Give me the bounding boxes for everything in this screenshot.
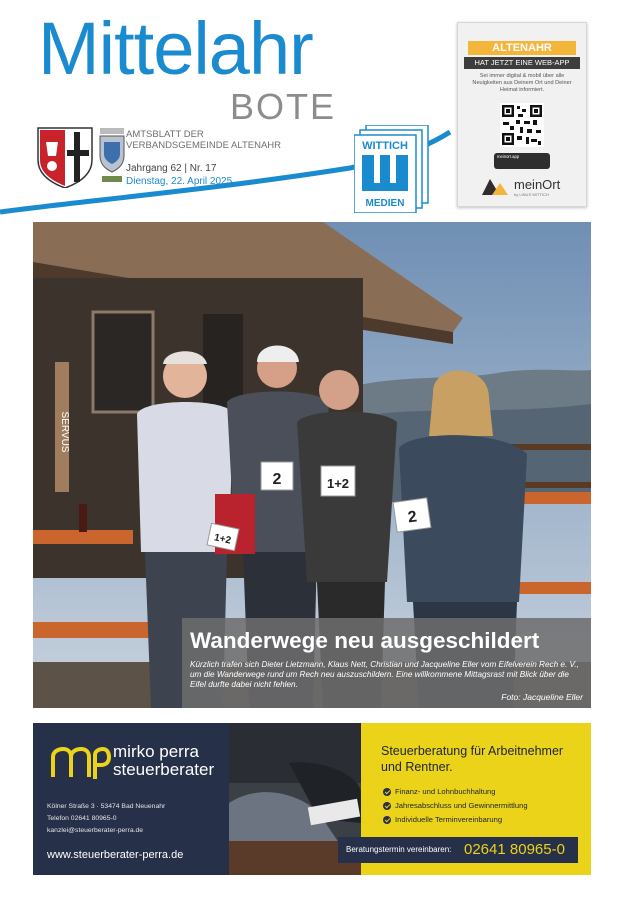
ad-cta-phone[interactable]: 02641 80965-0 bbox=[464, 841, 565, 858]
service-label: Finanz- und Lohnbuchhaltung bbox=[395, 787, 496, 796]
service-label: Individuelle Terminvereinbarung bbox=[395, 815, 503, 824]
number-card-1 bbox=[261, 462, 293, 490]
meinort-logo-icon bbox=[480, 175, 510, 197]
meinort-brand bbox=[480, 175, 580, 201]
tax-advisor-ad[interactable] bbox=[33, 723, 591, 875]
check-icon bbox=[383, 788, 391, 796]
app-ad-banner: ALTENAHR bbox=[468, 41, 576, 55]
issue-date: Dienstag, 22. April 2025 bbox=[126, 176, 233, 187]
org-line-2: VERBANDSGEMEINDE ALTENAHR bbox=[126, 140, 282, 151]
ad-website-link[interactable]: www.steuerberater-perra.de bbox=[47, 849, 184, 861]
article-headline: Wanderwege neu ausgeschildert bbox=[190, 628, 540, 653]
mp-logo-icon bbox=[49, 745, 111, 779]
org-line-1: AMTSBLATT DER bbox=[126, 129, 204, 140]
issue-info bbox=[126, 162, 232, 188]
list-item bbox=[383, 799, 528, 813]
ad-contact bbox=[47, 801, 165, 837]
servus-sign-text: SERVUS bbox=[59, 411, 70, 453]
qr-code-icon[interactable] bbox=[500, 103, 544, 147]
ad-cta-label: Beratungstermin vereinbaren: bbox=[346, 845, 452, 854]
app-ad-description: Sei immer digital & mobil über alle Neuigkeiten aus Deinem Ort und Deiner Heimat informiert. bbox=[472, 73, 572, 93]
masthead-title: Mittelahr bbox=[38, 7, 313, 90]
check-icon bbox=[383, 802, 391, 810]
svg-text:1+2: 1+2 bbox=[326, 476, 350, 491]
service-label: Jahresabschluss und Gewinnermittlung bbox=[395, 801, 528, 810]
web-app-ad[interactable] bbox=[457, 22, 587, 207]
number-card-2 bbox=[321, 466, 355, 496]
list-item bbox=[383, 813, 528, 827]
article-body: Kürzlich trafen sich Dieter Lietzmann, Klaus Nett, Christian und Jacqueline Eller vom Eifelverein Rech e. V., um die Wanderwege rund um Rech neu auszuschildern. Eine willkommene Mittagsrast mit Blick über die Eifel durfte dabei nicht fehlen. bbox=[190, 660, 579, 689]
ad-company-name: mirko perra bbox=[113, 742, 199, 761]
ad-cta-bar[interactable] bbox=[338, 837, 578, 863]
ad-left-panel bbox=[33, 723, 229, 875]
article-caption bbox=[182, 618, 591, 708]
altenahr-coat-of-arms bbox=[38, 128, 92, 188]
ad-company-role: steuerberater bbox=[113, 760, 215, 779]
medien-text: MEDIEN bbox=[365, 198, 405, 209]
meinort-by: by LINUS WITTICH bbox=[514, 192, 549, 197]
app-link-button[interactable]: meinort.app bbox=[494, 153, 550, 169]
wittich-medien-logo bbox=[354, 125, 430, 213]
publication-info bbox=[126, 129, 281, 151]
second-coat-of-arms bbox=[100, 128, 124, 182]
photo-credit: Foto: Jacqueline Eller bbox=[501, 692, 583, 702]
number-card-3 bbox=[393, 498, 431, 532]
ad-services-list bbox=[383, 785, 528, 827]
svg-text:1+2: 1+2 bbox=[213, 532, 232, 547]
ad-heading: Steuerberatung für Arbeitnehmer und Rentner. bbox=[381, 744, 564, 774]
wittich-text: WITTICH bbox=[362, 140, 408, 152]
meinort-name: meinOrt bbox=[514, 177, 561, 192]
ad-address: Kölner Straße 3 · 53474 Bad Neuenahr bbox=[47, 803, 166, 810]
check-icon bbox=[383, 816, 391, 824]
ad-email[interactable]: kanzlei@steuerberater-perra.de bbox=[47, 827, 144, 834]
issue-number: Jahrgang 62 | Nr. 17 bbox=[126, 163, 217, 174]
svg-text:2: 2 bbox=[406, 508, 418, 527]
masthead-subtitle: BOTE bbox=[230, 86, 337, 127]
svg-text:2: 2 bbox=[272, 471, 282, 488]
app-ad-strip: HAT JETZT EINE WEB-APP bbox=[464, 57, 580, 69]
ad-phone[interactable]: Telefon 02641 80965-0 bbox=[47, 815, 117, 822]
ad-right-panel bbox=[346, 723, 591, 875]
list-item bbox=[383, 785, 528, 799]
